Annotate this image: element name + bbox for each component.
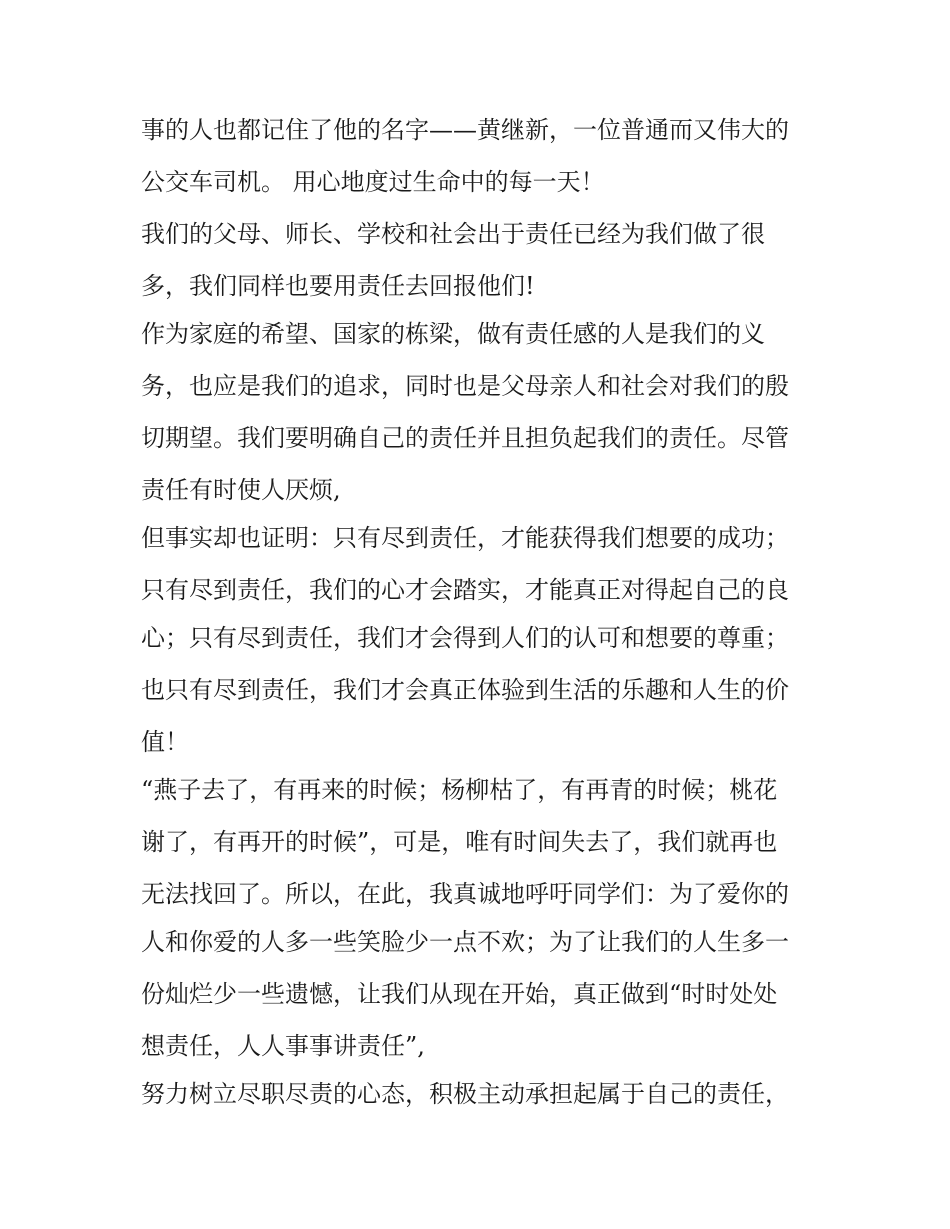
text-line: 谢了，有再开的时候”，可是，唯有时间失去了，我们就再也: [141, 828, 778, 856]
text-line: 无法找回了。所以，在此，我真诚地呼吁同学们：为了爱你的: [141, 880, 789, 908]
text-line: 只有尽到责任，我们的心才会踏实，才能真正对得起自己的良: [141, 576, 789, 604]
text-line: 我们的父母、师长、学校和社会出于责任已经为我们做了很: [141, 220, 765, 248]
text-line: 份灿烂少一些遗憾，让我们从现在开始，真正做到“时时处处: [141, 980, 778, 1008]
text-line: 事的人也都记住了他的名字——黄继新，一位普通而又伟大的: [141, 116, 789, 144]
text-line: 务，也应是我们的追求，同时也是父母亲人和社会对我们的殷: [141, 372, 789, 400]
text-line: 责任有时使人厌烦,: [141, 476, 341, 504]
text-line: 多，我们同样也要用责任去回报他们!: [141, 272, 535, 300]
text-line: 切期望。我们要明确自己的责任并且担负起我们的责任。尽管: [141, 424, 789, 452]
text-line: “燕子去了，有再来的时候；杨柳枯了，有再青的时候；桃花: [141, 776, 778, 804]
text-line: 人和你爱的人多一些笑脸少一点不欢；为了让我们的人生多一: [141, 928, 789, 956]
text-line: 想责任，人人事事讲责任”,: [141, 1032, 425, 1060]
text-line: 公交车司机。 用心地度过生命中的每一天！: [141, 168, 605, 196]
text-line: 值！: [141, 728, 189, 756]
text-line: 但事实却也证明：只有尽到责任，才能获得我们想要的成功；: [141, 524, 789, 552]
text-line: 也只有尽到责任，我们才会真正体验到生活的乐趣和人生的价: [141, 676, 789, 704]
text-line: 作为家庭的希望、国家的栋梁，做有责任感的人是我们的义: [141, 320, 765, 348]
text-line: 努力树立尽职尽责的心态，积极主动承担起属于自己的责任，: [141, 1080, 789, 1108]
text-line: 心；只有尽到责任，我们才会得到人们的认可和想要的尊重；: [141, 624, 789, 652]
